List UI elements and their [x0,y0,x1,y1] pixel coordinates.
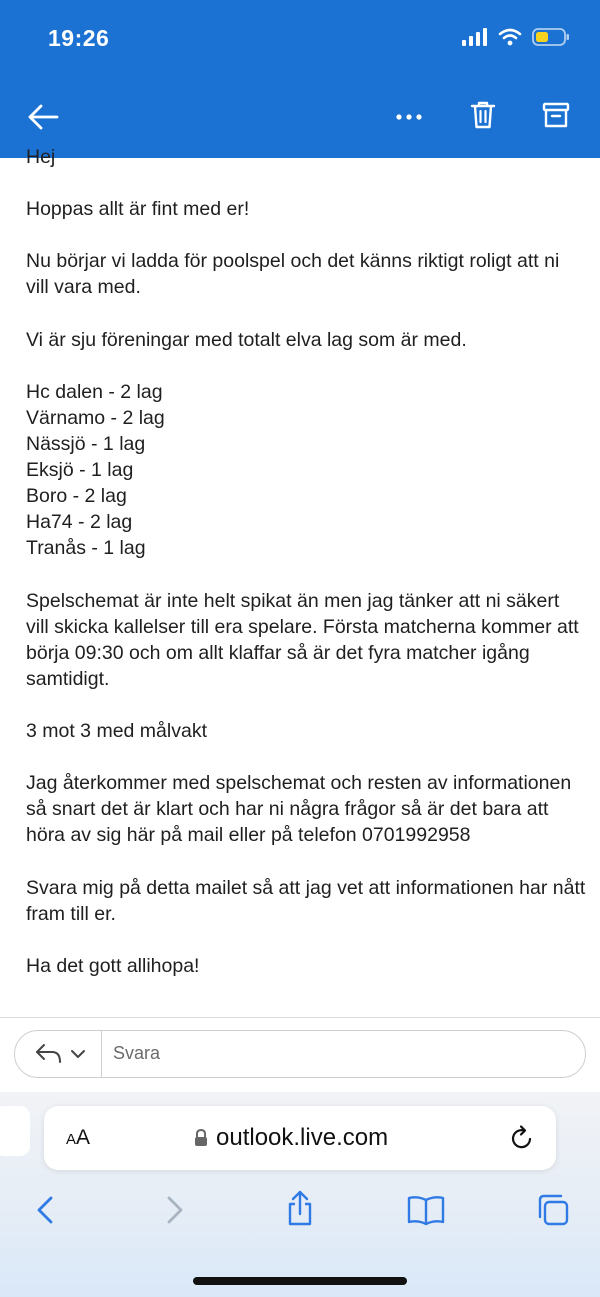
chevron-down-icon [70,1049,86,1059]
lock-icon [194,1129,208,1147]
tabs-icon [536,1193,570,1227]
browser-bottom-bar [0,1092,600,1297]
email-text [26,144,586,1005]
tabs-button[interactable] [532,1190,574,1230]
reload-button[interactable] [506,1122,538,1154]
previous-tab-peek[interactable] [0,1106,30,1156]
reply-input[interactable]: Svara [113,1043,161,1063]
body-paragraph: Vi är sju föreningar med totalt elva lag som är med. [26,328,467,351]
reply-box[interactable] [14,1030,586,1078]
reply-icon [34,1042,64,1066]
address-bar[interactable] [44,1106,556,1170]
share-icon [285,1190,315,1226]
url-display[interactable] [194,1124,388,1152]
back-button[interactable] [22,96,64,138]
url-text: outlook.live.com [216,1124,389,1151]
status-time: 19:26 [48,25,110,51]
browser-back-button[interactable] [28,1190,62,1230]
mail-header [0,0,600,158]
home-indicator[interactable] [193,1277,407,1285]
body-paragraph: Spelschemat är inte helt spikat än men jag tänker att ni säkert vill skicka kallelser till era spelare. Första matcherna kommer att börja 09:30 och om allt klaffar så är det fyra matcher igång samtidigt. [26,589,579,690]
browser-forward-button[interactable] [158,1190,192,1230]
text-size-button[interactable]: AA [66,1126,91,1149]
battery-icon [532,27,570,47]
wifi-icon [498,28,522,46]
reload-icon [510,1125,534,1151]
trash-icon [470,100,496,130]
more-options-button[interactable] [388,96,430,138]
safari-back-icon [36,1195,54,1225]
status-icons [462,27,570,47]
reply-separator [101,1031,102,1077]
more-icon [395,113,423,121]
body-paragraph: Ha det gott allihopa! [26,954,200,977]
body-paragraph: Svara mig på detta mailet så att jag vet att informationen har nått fram till er. [26,876,586,925]
body-paragraph: Hoppas allt är fint med er! [26,198,250,221]
archive-button[interactable] [535,94,577,136]
share-button[interactable] [280,1186,320,1230]
safari-forward-icon [166,1195,184,1225]
bookmarks-button[interactable] [404,1190,448,1230]
body-paragraph: 3 mot 3 med målvakt [26,720,207,743]
body-paragraph: Jag återkommer med spelschemat och resten av informationen så snart det är klart och har ni några frågor så är det bara att höra av sig här på mail eller på telefon 0701992958 [26,772,572,847]
bookmarks-icon [407,1195,445,1225]
archive-icon [542,101,570,129]
team-list: Hc dalen - 2 lag Värnamo - 2 lag Nässjö - 1 lag Eksjö - 1 lag Boro - 2 lag Ha74 - 2 lag Tranås - 1 lag [26,380,165,560]
greeting-line: Hej [26,146,56,168]
delete-button[interactable] [462,94,504,136]
email-body [0,146,600,1020]
browser-toolbar [0,1190,600,1234]
reply-area [0,1018,600,1092]
reply-options-button[interactable] [29,1039,91,1069]
signal-icon [462,28,488,46]
back-arrow-icon [27,103,59,131]
body-paragraph: Nu börjar vi ladda för poolspel och det känns riktigt roligt att ni vill vara med. [26,250,560,299]
